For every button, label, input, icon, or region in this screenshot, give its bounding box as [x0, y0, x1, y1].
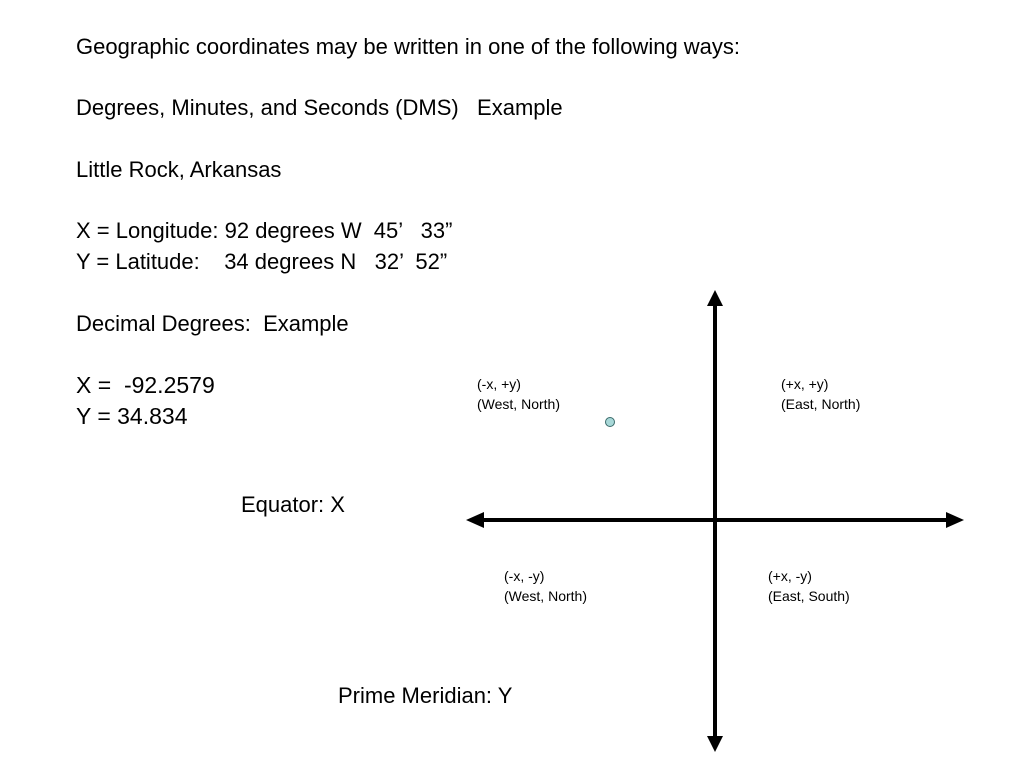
quadrant-direction: (West, North) [504, 588, 587, 604]
quadrant-bottom-left [504, 566, 587, 606]
right-arrow-icon [946, 512, 964, 528]
decimal-longitude: X = -92.2579 [76, 372, 215, 398]
city-name: Little Rock, Arkansas [76, 157, 282, 182]
quadrant-bottom-right [768, 566, 850, 606]
quadrant-sign: (+x, +y) [781, 376, 829, 392]
decimal-heading: Decimal Degrees: Example [76, 311, 349, 336]
dms-longitude: X = Longitude: 92 degrees W 45’ 33” [76, 218, 453, 243]
location-point-marker [606, 418, 615, 427]
quadrant-direction: (West, North) [477, 396, 560, 412]
quadrant-top-left [477, 374, 560, 414]
prime-meridian-label: Prime Meridian: Y [338, 683, 513, 708]
down-arrow-icon [707, 736, 723, 752]
quadrant-sign: (-x, -y) [504, 568, 545, 584]
quadrant-sign: (-x, +y) [477, 376, 521, 392]
dms-latitude: Y = Latitude: 34 degrees N 32’ 52” [76, 249, 448, 274]
equator-label: Equator: X [241, 492, 345, 517]
quadrant-top-right [781, 374, 860, 414]
quadrant-direction: (East, North) [781, 396, 861, 412]
quadrant-sign: (+x, -y) [768, 568, 812, 584]
left-arrow-icon [466, 512, 484, 528]
intro-text: Geographic coordinates may be written in one of the following ways: [76, 34, 741, 59]
up-arrow-icon [707, 290, 723, 306]
quadrant-direction: (East, South) [768, 588, 850, 604]
dms-heading: Degrees, Minutes, and Seconds (DMS) Example [76, 95, 563, 120]
decimal-latitude: Y = 34.834 [76, 403, 188, 429]
